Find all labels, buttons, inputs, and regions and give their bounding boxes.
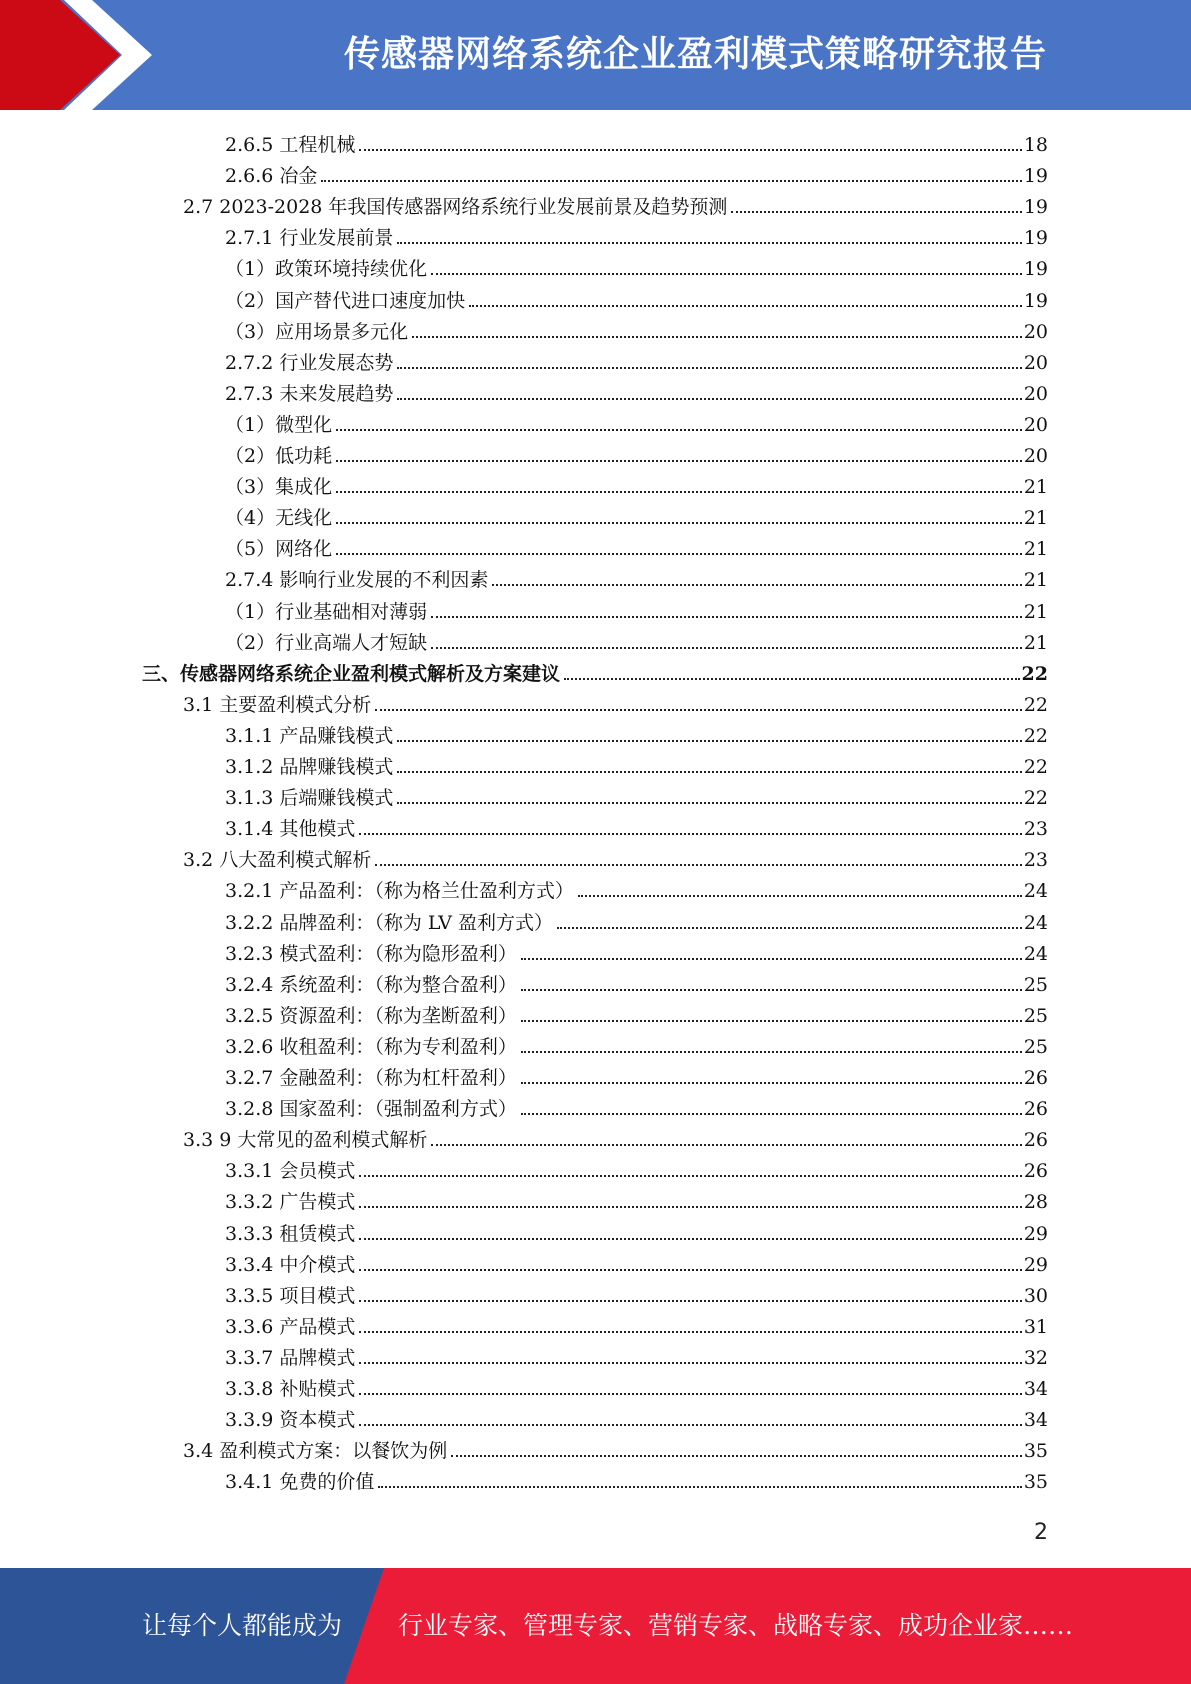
toc-leader-dots [359, 1206, 1021, 1208]
toc-entry-title: 3.3.1 会员模式 [225, 1160, 356, 1183]
toc-entry-page: 25 [1023, 973, 1048, 996]
toc-entry-title: 3.3.3 租赁模式 [225, 1222, 356, 1245]
toc-leader-dots [492, 584, 1021, 586]
toc-entry-title: 3.2.8 国家盈利：（强制盈利方式） [225, 1098, 517, 1121]
toc-entry[interactable] [225, 624, 1048, 655]
toc-leader-dots [578, 895, 1022, 897]
toc-entry[interactable] [225, 499, 1048, 530]
toc-entry[interactable] [225, 313, 1048, 344]
toc-entry[interactable] [225, 561, 1048, 592]
toc-leader-dots [451, 1455, 1022, 1457]
toc-leader-dots [521, 989, 1022, 991]
toc-entry-page: 24 [1023, 880, 1048, 903]
toc-entry-title: 3.3.9 资本模式 [225, 1409, 356, 1432]
toc-entry[interactable] [225, 748, 1048, 779]
toc-entry-page: 22 [1021, 662, 1048, 685]
toc-leader-dots [375, 709, 1022, 711]
toc-entry-title: （1）微型化 [225, 413, 333, 436]
toc-entry-title: 3.1.3 后端赚钱模式 [225, 787, 394, 810]
toc-entry[interactable] [183, 1432, 1048, 1463]
toc-entry-title: 3.4.1 免费的价值 [225, 1471, 375, 1494]
toc-entry-page: 26 [1023, 1129, 1048, 1152]
toc-entry-page: 29 [1023, 1222, 1048, 1245]
toc-entry-page: 22 [1023, 693, 1048, 716]
toc-leader-dots [469, 305, 1022, 307]
toc-entry-title: 3.4 盈利模式方案：以餐饮为例 [183, 1440, 448, 1463]
toc-entry-page: 21 [1023, 507, 1048, 530]
toc-entry[interactable] [225, 250, 1048, 281]
toc-leader-dots [521, 1082, 1022, 1084]
toc-entry-page: 19 [1023, 289, 1048, 312]
toc-entry[interactable] [225, 997, 1048, 1028]
toc-entry[interactable] [225, 1463, 1048, 1494]
toc-entry-title: 2.6.6 冶金 [225, 165, 318, 188]
toc-entry-page: 19 [1023, 196, 1048, 219]
toc-entry-page: 29 [1023, 1253, 1048, 1276]
toc-entry-title: 3.3 9 大常见的盈利模式解析 [183, 1129, 428, 1152]
toc-entry[interactable] [183, 686, 1048, 717]
toc-leader-dots [375, 864, 1022, 866]
toc-entry-page: 21 [1023, 569, 1048, 592]
toc-leader-dots [336, 553, 1022, 555]
toc-entry-page: 20 [1023, 320, 1048, 343]
toc-entry-title: 3.1.1 产品赚钱模式 [225, 724, 394, 747]
page-number: 2 [1034, 1520, 1048, 1545]
toc-entry-page: 23 [1023, 818, 1048, 841]
toc-leader-dots [397, 367, 1021, 369]
toc-entry-page: 22 [1023, 724, 1048, 747]
toc-entry[interactable] [225, 437, 1048, 468]
toc-leader-dots [359, 1393, 1021, 1395]
toc-entry-title: 3.1.4 其他模式 [225, 818, 356, 841]
toc-leader-dots [521, 1020, 1022, 1022]
toc-entry[interactable] [225, 1246, 1048, 1277]
toc-entry-page: 30 [1023, 1284, 1048, 1307]
toc-leader-dots [359, 1424, 1021, 1426]
toc-leader-dots [359, 1269, 1021, 1271]
toc-entry-page: 31 [1023, 1315, 1048, 1338]
toc-entry-page: 18 [1023, 134, 1048, 156]
toc-leader-dots [731, 211, 1021, 213]
toc-entry-page: 20 [1023, 413, 1048, 436]
toc-entry-page: 24 [1023, 942, 1048, 965]
toc-leader-dots [321, 180, 1021, 182]
toc-entry[interactable] [225, 1277, 1048, 1308]
toc-entry-page: 21 [1023, 600, 1048, 623]
toc-entry-title: 2.7.4 影响行业发展的不利因素 [225, 569, 489, 592]
toc-entry-page: 20 [1023, 382, 1048, 405]
toc-entry[interactable] [225, 1215, 1048, 1246]
toc-leader-dots [336, 429, 1022, 431]
toc-entry-title: （2）国产替代进口速度加快 [225, 289, 466, 312]
toc-leader-dots [359, 1331, 1021, 1333]
toc-entry-page: 19 [1023, 165, 1048, 188]
footer-slogan-right: 行业专家、管理专家、营销专家、战略专家、成功企业家…… [398, 1611, 1074, 1640]
toc-entry-page: 34 [1023, 1378, 1048, 1400]
toc-entry-title: （2）行业高端人才短缺 [225, 631, 428, 654]
toc-entry[interactable] [225, 406, 1048, 437]
toc-leader-dots [557, 927, 1022, 929]
toc-entry[interactable] [225, 810, 1048, 841]
toc-leader-dots [397, 740, 1021, 742]
toc-entry-title: 2.7.2 行业发展态势 [225, 351, 394, 374]
toc-entry[interactable] [225, 1152, 1048, 1183]
toc-entry-page: 21 [1023, 476, 1048, 499]
toc-entry-title: 3.3.4 中介模式 [225, 1253, 356, 1276]
toc-entry[interactable] [225, 872, 1048, 903]
toc-entry-title: 3.2.5 资源盈利：（称为垄断盈利） [225, 1004, 517, 1027]
toc-leader-dots [359, 1362, 1021, 1364]
toc-entry-title: 2.7.1 行业发展前景 [225, 227, 394, 250]
page-header [0, 0, 1191, 110]
toc-leader-dots [431, 1144, 1021, 1146]
toc-entry-page: 20 [1023, 445, 1048, 467]
toc-entry-title: （1）政策环境持续优化 [225, 258, 428, 281]
toc-entry-title: 3.3.2 广告模式 [225, 1191, 356, 1214]
toc-entry[interactable] [225, 1090, 1048, 1121]
toc-leader-dots [564, 678, 1020, 680]
toc-leader-dots [359, 149, 1021, 151]
toc-entry[interactable] [183, 188, 1048, 219]
toc-entry[interactable] [225, 468, 1048, 499]
toc-entry-page: 25 [1023, 1004, 1048, 1027]
toc-entry-page: 21 [1023, 538, 1048, 561]
toc-entry[interactable] [225, 126, 1048, 157]
toc-entry[interactable] [225, 1183, 1048, 1214]
toc-entry-page: 34 [1023, 1409, 1048, 1432]
toc-leader-dots [412, 336, 1022, 338]
toc-entry-page: 26 [1023, 1160, 1048, 1183]
toc-leader-dots [431, 273, 1022, 275]
toc-entry[interactable] [225, 717, 1048, 748]
toc-entry-title: 3.2.3 模式盈利：（称为隐形盈利） [225, 942, 517, 965]
toc-leader-dots [431, 616, 1022, 618]
toc-entry-title: （4）无线化 [225, 507, 333, 530]
toc-entry-page: 35 [1023, 1440, 1048, 1463]
toc-entry[interactable] [225, 530, 1048, 561]
toc-entry[interactable] [142, 655, 1048, 686]
toc-entry[interactable] [225, 779, 1048, 810]
toc-entry-title: （3）应用场景多元化 [225, 320, 409, 343]
toc-entry-title: （5）网络化 [225, 538, 333, 561]
toc-entry-page: 20 [1023, 351, 1048, 374]
toc-entry-title: 3.2.2 品牌盈利：（称为 LV 盈利方式） [225, 911, 554, 934]
toc-entry[interactable] [225, 1339, 1048, 1370]
toc-entry-title: 3.3.8 补贴模式 [225, 1378, 356, 1400]
toc-entry-title: 3.2.4 系统盈利：（称为整合盈利） [225, 973, 517, 996]
toc-leader-dots [378, 1486, 1021, 1488]
toc-entry[interactable] [225, 344, 1048, 375]
toc-entry-title: 2.7.3 未来发展趋势 [225, 382, 394, 405]
toc-entry-title: 2.7 2023-2028 年我国传感器网络系统行业发展前景及趋势预测 [183, 196, 728, 219]
toc-entry-title: 3.2.1 产品盈利：（称为格兰仕盈利方式） [225, 880, 574, 903]
toc-leader-dots [359, 833, 1021, 835]
toc-entry[interactable] [225, 966, 1048, 997]
toc-entry-title: 3.1.2 品牌赚钱模式 [225, 756, 394, 778]
toc-leader-dots [359, 1300, 1021, 1302]
toc-entry-page: 35 [1023, 1471, 1048, 1494]
toc-entry-title: （3）集成化 [225, 476, 333, 499]
toc-leader-dots [397, 771, 1021, 773]
toc-entry-page: 26 [1023, 1067, 1048, 1089]
toc-entry-page: 23 [1023, 849, 1048, 872]
toc-leader-dots [336, 460, 1022, 462]
toc-entry-title: 3.1 主要盈利模式分析 [183, 693, 372, 716]
toc-leader-dots [336, 522, 1022, 524]
page-footer [0, 1568, 1191, 1684]
toc-leader-dots [359, 1238, 1021, 1240]
toc-entry-page: 21 [1023, 631, 1048, 654]
toc-entry-page: 28 [1023, 1191, 1048, 1214]
toc-leader-dots [521, 1113, 1022, 1115]
toc-entry-page: 22 [1023, 756, 1048, 778]
toc-entry[interactable] [225, 1370, 1048, 1401]
toc-entry[interactable] [225, 219, 1048, 250]
toc-entry-page: 25 [1023, 1035, 1048, 1058]
toc-entry[interactable] [225, 904, 1048, 935]
toc-entry-title: 3.2.6 收租盈利：（称为专利盈利） [225, 1035, 517, 1058]
toc-leader-dots [431, 647, 1022, 649]
toc-leader-dots [397, 398, 1021, 400]
toc-entry[interactable] [225, 157, 1048, 188]
toc-entry[interactable] [225, 593, 1048, 624]
toc-entry[interactable] [225, 282, 1048, 313]
toc-entry[interactable] [225, 1308, 1048, 1339]
toc-entry-title: 3.2.7 金融盈利：（称为杠杆盈利） [225, 1067, 517, 1089]
toc-entry-title: 3.3.7 品牌模式 [225, 1346, 356, 1369]
toc-entry-page: 26 [1023, 1098, 1048, 1121]
toc-entry-page: 32 [1023, 1346, 1048, 1369]
toc-leader-dots [521, 1051, 1022, 1053]
toc-entry-page: 24 [1023, 911, 1048, 934]
toc-entry[interactable] [225, 1059, 1048, 1090]
footer-slogan-left: 让每个人都能成为 [142, 1611, 343, 1640]
toc-leader-dots [397, 802, 1021, 804]
toc-entry-title: 三、传感器网络系统企业盈利模式解析及方案建议 [142, 662, 561, 685]
toc-entry[interactable] [183, 1121, 1048, 1152]
toc-entry-title: 2.6.5 工程机械 [225, 134, 356, 156]
toc-entry[interactable] [225, 375, 1048, 406]
report-title: 传感器网络系统企业盈利模式策略研究报告 [343, 34, 1047, 75]
toc-entry-page: 22 [1023, 787, 1048, 810]
toc-entry-page: 19 [1023, 227, 1048, 250]
toc-entry-title: 3.3.6 产品模式 [225, 1315, 356, 1338]
toc-entry-title: （1）行业基础相对薄弱 [225, 600, 428, 623]
toc-leader-dots [359, 1175, 1021, 1177]
toc-entry-page: 19 [1023, 258, 1048, 281]
toc-entry-title: 3.2 八大盈利模式解析 [183, 849, 372, 872]
toc-entry[interactable] [225, 935, 1048, 966]
toc-entry[interactable] [225, 1028, 1048, 1059]
toc-entry[interactable] [225, 1401, 1048, 1432]
toc-leader-dots [397, 242, 1021, 244]
toc-entry-title: 3.3.5 项目模式 [225, 1284, 356, 1307]
toc-leader-dots [521, 958, 1022, 960]
toc-entry-title: （2）低功耗 [225, 445, 333, 467]
toc-entry[interactable] [183, 841, 1048, 872]
toc-leader-dots [336, 491, 1022, 493]
